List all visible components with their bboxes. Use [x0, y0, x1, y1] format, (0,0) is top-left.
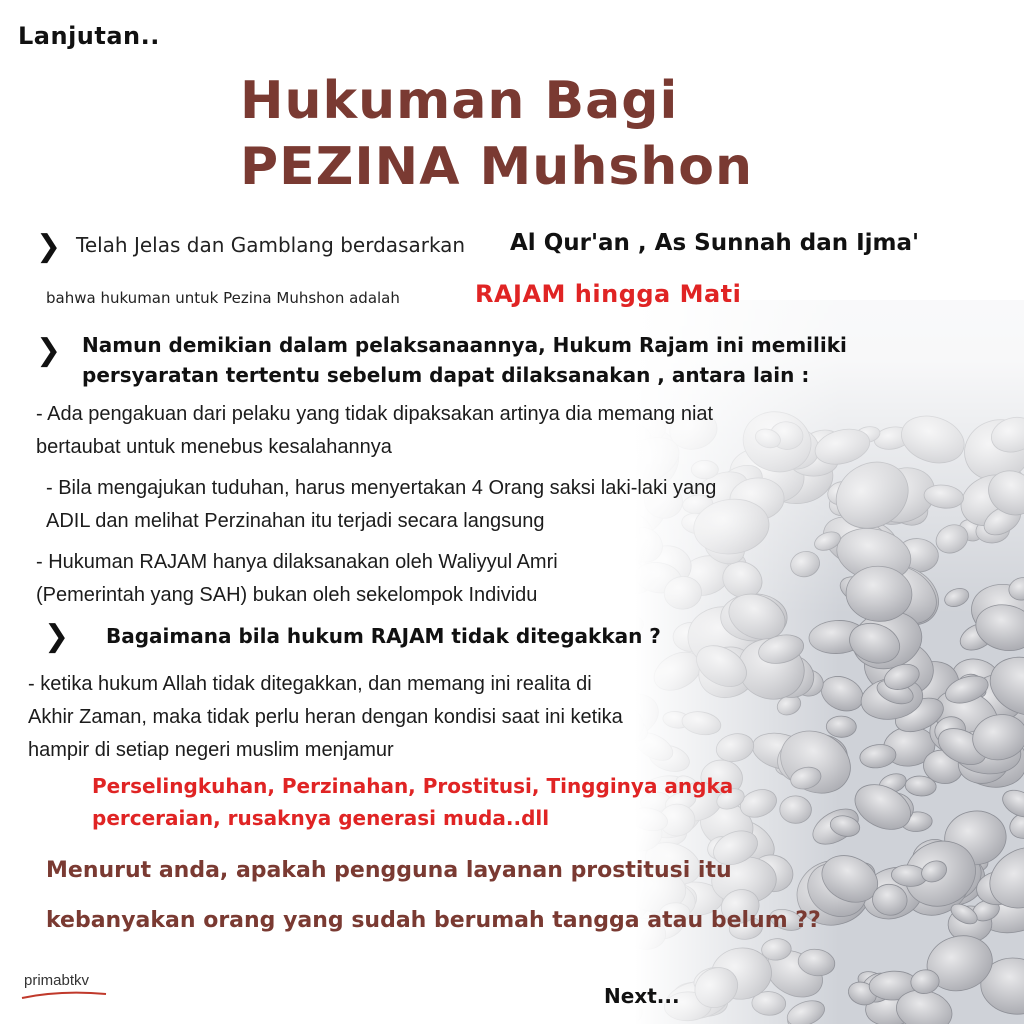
requirement-1-line-1: - Ada pengakuan dari pelaku yang tidak dipaksakan artinya dia memang niat: [36, 403, 714, 425]
question-line-2: kebanyakan orang yang sudah berumah tangga atau belum ??: [46, 908, 821, 933]
title-line-1: Hukuman Bagi: [240, 71, 679, 131]
chevron-right-icon: ❯: [36, 333, 62, 368]
point3-body: [28, 668, 623, 767]
point2-heading-line-2: persyaratan tertentu sebelum dapat dilaksanakan , antara lain :: [82, 363, 810, 387]
point1-punishment: RAJAM hingga Mati: [475, 280, 742, 308]
point3-body-line-2: Akhir Zaman, maka tidak perlu heran dengan kondisi saat ini ketika: [28, 706, 623, 728]
point2-heading: [82, 330, 882, 390]
requirement-2-line-2: ADIL dan melihat Perzinahan itu terjadi secara langsung: [46, 510, 545, 532]
requirement-1: [36, 398, 713, 464]
question-line-1: Menurut anda, apakah pengguna layanan prostitusi itu: [46, 858, 732, 883]
requirement-3: [36, 546, 558, 612]
point1-line2-text: bahwa hukuman untuk Pezina Muhshon adalah: [46, 289, 400, 307]
brand-swoosh-icon: [20, 990, 110, 1002]
requirement-1-line-2: bertaubat untuk menebus kesalahannya: [36, 436, 392, 458]
chevron-right-icon: ❯: [36, 229, 62, 264]
title-line-2: PEZINA Muhshon: [240, 137, 754, 197]
point1-sources: Al Qur'an , As Sunnah dan Ijma': [510, 230, 920, 256]
continued-label: Lanjutan..: [18, 22, 160, 50]
requirement-3-line-1: - Hukuman RAJAM hanya dilaksanakan oleh Waliyyul Amri: [36, 551, 558, 573]
next-label: Next...: [604, 984, 680, 1008]
consequences-line-1: Perselingkuhan, Perzinahan, Prostitusi, Tingginya angka: [92, 774, 734, 798]
brand-logo-text: primabtkv: [24, 972, 90, 989]
consequences-line-2: perceraian, rusaknya generasi muda..dll: [92, 806, 550, 830]
point2-heading-line-1: Namun demikian dalam pelaksanaannya, Hukum Rajam ini memiliki: [82, 333, 847, 357]
point3-body-line-1: - ketika hukum Allah tidak ditegakkan, dan memang ini realita di: [28, 673, 592, 695]
point3-body-line-3: hampir di setiap negeri muslim menjamur: [28, 739, 394, 761]
requirement-3-line-2: (Pemerintah yang SAH) bukan oleh sekelompok Individu: [36, 584, 538, 606]
closing-question: [46, 846, 821, 946]
requirement-2-line-1: - Bila mengajukan tuduhan, harus menyertakan 4 Orang saksi laki-laki yang: [46, 477, 717, 499]
consequences-list: [92, 770, 733, 834]
point1-lead-text: Telah Jelas dan Gamblang berdasarkan: [76, 233, 466, 257]
page-title: [240, 68, 753, 200]
chevron-right-icon: ❯: [44, 619, 70, 654]
requirement-2: [46, 472, 716, 538]
point3-heading: Bagaimana bila hukum RAJAM tidak ditegakkan ?: [106, 624, 661, 648]
